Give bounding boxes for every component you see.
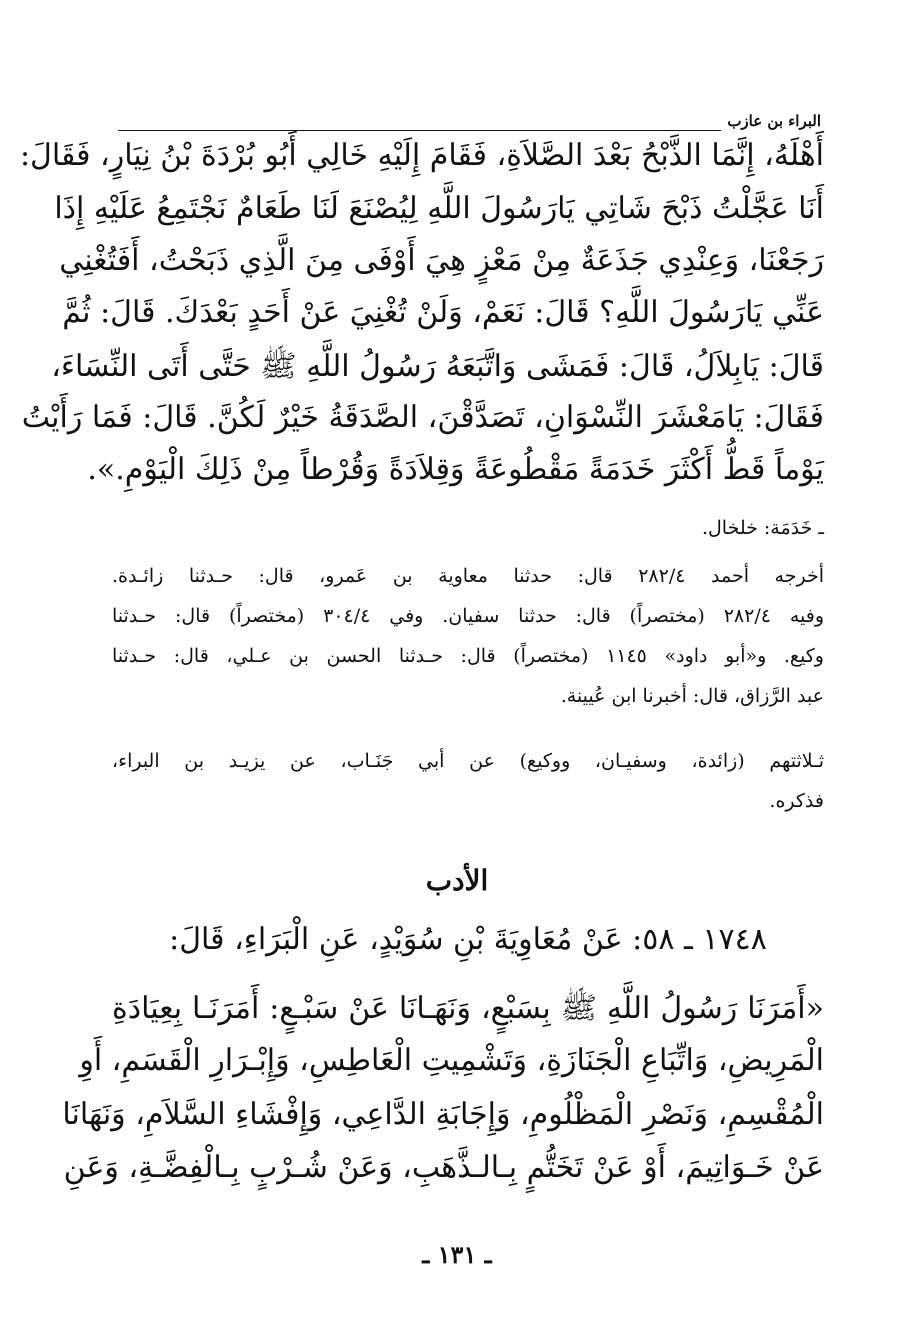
footnote: ـ خَدَمَة: خلخال.	[701, 517, 824, 539]
body-line: أَنَا عَجَّلْتُ ذَبْحَ شَاتِي يَارَسُولَ اللَّهِ لِيُصْنَعَ لَنَا طَعَامٌ نَجْتَمِعُ عَلَيْهِ إِذَا	[54, 191, 824, 226]
takhrij-line: أخرجه أحمد ٢٨٢/٤ قال: حدثنا معاوية بن عَمرو، قال: حـدثنا زائـدة.	[112, 565, 824, 587]
takhrij-line: وكيع. و«أبو داود» ١١٤٥ (مختصراً) قال: حـدثنا الحسن بن عـلي، قال: حـدثنا	[112, 645, 824, 667]
body-line: رَجَعْنَا، وَعِنْدِي جَذَعَةٌ مِنْ مَعْزٍ هِيَ أَوْفَى مِنَ الَّذِي ذَبَحْتُ، أَفَتُغْنِي	[59, 243, 824, 278]
body-line: يَوْماً قَطُّ أَكْثَرَ خَدَمَةً مَقْطُوعَةً وَقِلاَدَةً وَقُرْطاً مِنْ ذَلِكَ الْيَوْمِ.».	[87, 452, 824, 487]
takhrij-line: وفيه ٢٨٢/٤ (مختصراً) قال: حدثنا سفيان. وفي ٣٠٤/٤ (مختصراً) قال: حـدثنا	[112, 605, 825, 627]
takhrij-line: عبد الرَّزاق، قال: أخبرنا ابن عُيينة.	[560, 685, 824, 707]
body-line: أَهْلَهُ، إِنَّمَا الذَّبْحُ بَعْدَ الصَّلاَةِ، فَقَامَ إِلَيْهِ خَالِي أَبُو بُرْدَةَ بْنُ نِيَارٍ، فَقَالَ:	[19, 138, 824, 173]
section-title: الأدب	[425, 864, 489, 897]
running-header-title: البراء بن عازب	[727, 112, 821, 130]
hadith-line: «أَمَرَنَا رَسُولُ اللَّهِ ﷺ بِسَبْعٍ، وَنَهَـانَا عَنْ سَبْـعٍ: أَمَرَنَـا بِعِيَادَةِ	[112, 991, 824, 1026]
chain-line: ثـلاثتهم (زائدة، وسفيـان، ووكيع) عن أبي جَنَـاب، عن يزيـد بن البراء،	[112, 750, 824, 772]
body-line: فَقَالَ: يَامَعْشَرَ النِّسْوَانِ، تَصَدَّقْنَ، الصَّدَقَةُ خَيْرٌ لَكُنَّ. قَالَ: فَمَا رَأَيْتُ	[21, 400, 824, 435]
chain-line: فذكره.	[769, 790, 824, 812]
body-line: عَنِّي يَارَسُولَ اللَّهِ؟ قَالَ: نَعَمْ، وَلَنْ تُغْنِيَ عَنْ أَحَدٍ بَعْدَكَ. قَالَ: ثُمَّ	[62, 295, 824, 330]
hadith-heading: ١٧٤٨ ـ ٥٨: عَنْ مُعَاوِيَةَ بْنِ سُوَيْدٍ، عَنِ الْبَرَاءِ، قَالَ:	[169, 922, 767, 957]
header-rule	[118, 130, 721, 131]
running-header	[118, 112, 821, 132]
page-number: ـ ١٣١ ـ	[422, 1240, 492, 1269]
hadith-line: الْمُقْسِمِ، وَنَصْرِ الْمَظْلُومِ، وَإِجَابَةِ الدَّاعِي، وَإِفْشَاءِ السَّلاَمِ، وَنَهَانَا	[62, 1097, 824, 1132]
hadith-line: عَنْ خَـوَاتِيمَ، أَوْ عَنْ تَخَتُّمٍ بِـالـذَّهَبِ، وَعَنْ شُـرْبٍ بِـالْفِضَّـةِ، وَعَنِ	[63, 1150, 824, 1185]
hadith-line: الْمَرِيضِ، وَاتِّبَاعِ الْجَنَازَةِ، وَتَشْمِيتِ الْعَاطِسِ، وَإِبْـرَارِ الْقَسَمِ، أَوِ	[79, 1043, 824, 1078]
body-line: قَالَ: يَابِلاَلُ، قَالَ: فَمَشَى وَاتَّبَعَهُ رَسُولُ اللَّهِ ﷺ حَتَّى أَتَى النِّسَاءَ،	[51, 349, 824, 384]
